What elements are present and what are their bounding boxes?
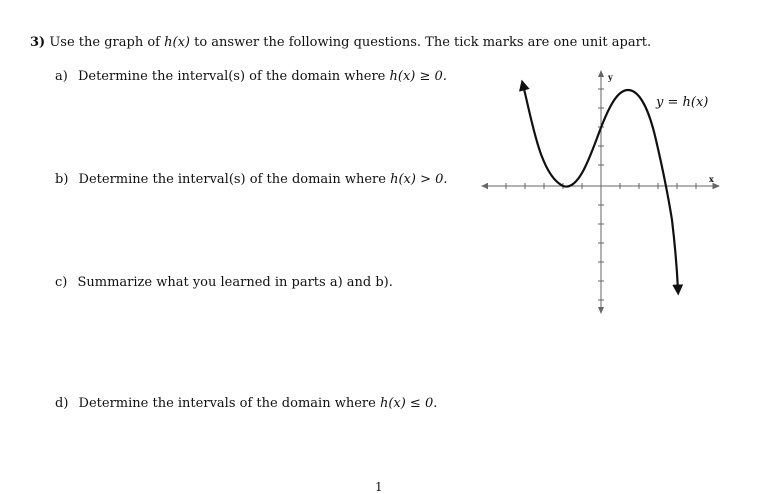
question-text-after: to answer the following questions. The tick marks are one unit apart. xyxy=(194,35,652,50)
question-text-before: Use the graph of xyxy=(49,35,160,50)
part-c-label: c) xyxy=(55,275,68,290)
part-c-text: Summarize what you learned in parts a) and b). xyxy=(77,275,393,290)
page-number: 1 xyxy=(375,480,383,494)
part-b-text: Determine the interval(s) of the domain where xyxy=(78,172,386,187)
question-function: h(x) xyxy=(164,35,190,50)
y-axis-label: y xyxy=(608,72,613,82)
part-d-text: Determine the intervals of the domain where xyxy=(78,396,376,411)
part-a-label: a) xyxy=(55,69,68,84)
curve-label: y = h(x) xyxy=(656,95,709,110)
part-d-label: d) xyxy=(55,396,69,411)
part-d-math: h(x) ≤ 0. xyxy=(379,396,438,411)
x-axis-left-arrow-icon xyxy=(481,183,488,189)
part-b-math: h(x) > 0. xyxy=(390,172,448,187)
part-a-text: Determine the interval(s) of the domain where xyxy=(77,69,386,84)
question-number: 3) xyxy=(30,35,46,50)
x-axis-arrow-icon xyxy=(713,183,720,189)
x-axis-label: x xyxy=(709,174,714,184)
y-axis-bottom-arrow-icon xyxy=(598,307,604,314)
part-b-label: b) xyxy=(55,172,69,187)
part-a-math: h(x) ≥ 0. xyxy=(389,69,447,84)
y-axis-arrow-icon xyxy=(598,70,604,77)
